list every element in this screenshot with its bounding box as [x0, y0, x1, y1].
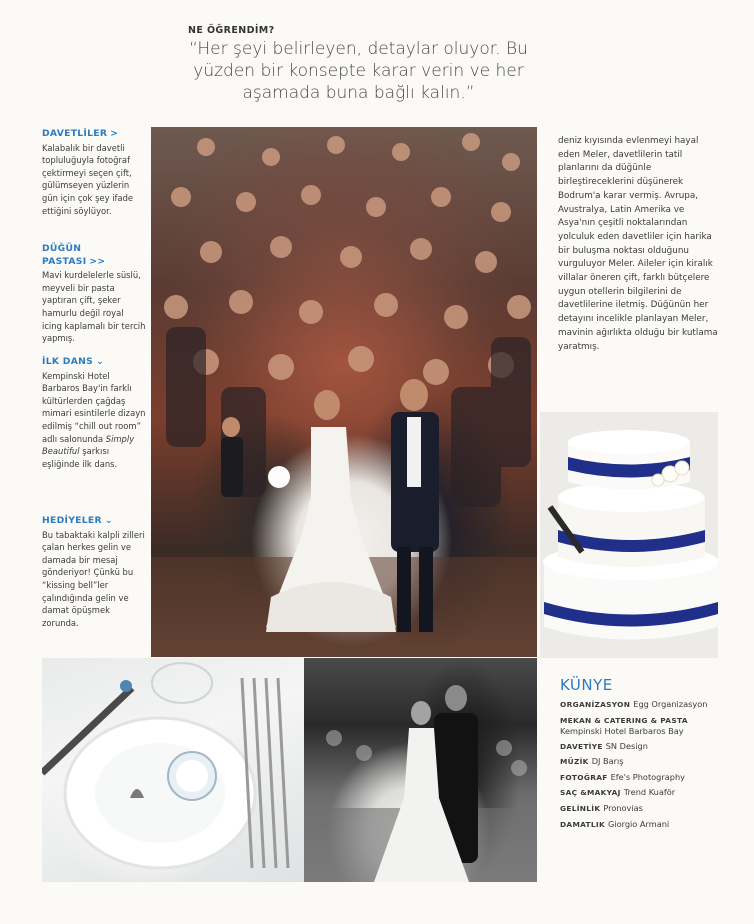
- credit-value: SN Design: [605, 740, 648, 751]
- pull-quote: “Her şeyi belirleyen, detaylar oluyor. Bu yüzden bir konsepte karar verin ve her aşamada buna bağlı kalın.”: [189, 39, 528, 103]
- credit-value: Trend Kuaför: [623, 787, 676, 798]
- first-dance-photo: [304, 658, 537, 882]
- credits-list: [560, 697, 740, 832]
- credit-value: Pronovias: [603, 802, 643, 813]
- quote-kicker: NE ÖĞRENDİM?: [188, 25, 275, 36]
- credit-value: DJ Barış: [591, 756, 624, 767]
- credit-key: DAMATLIK: [560, 819, 605, 829]
- sidebar-section-gifts: [42, 515, 146, 629]
- section-heading: İLK DANS ⌄: [42, 356, 105, 367]
- section-text: Bu tabaktaki kalpli zilleri çalan herkes gelin ve damada bir mesaj gönderiyor! Çünkü bu “kissing bell”ler çalındığında gelin ve damat öpüşmek zorunda.: [42, 529, 145, 628]
- song-title: Simply Beautiful: [42, 433, 135, 457]
- group-photo: [151, 127, 537, 657]
- table-setting-photo: [42, 658, 304, 882]
- credit-key: ORGANİZASYON: [560, 700, 631, 709]
- credit-row: [560, 739, 740, 755]
- credit-key: MEKAN & CATERING & PASTA: [560, 715, 688, 725]
- sidebar-section-cake: [42, 243, 146, 345]
- credit-row: [560, 817, 740, 833]
- section-heading: HEDİYELER ⌄: [42, 515, 113, 526]
- credit-row: [560, 801, 740, 817]
- credit-key: GELİNLİK: [560, 803, 601, 813]
- credit-key: MÜZİK: [560, 757, 589, 767]
- credit-row: [560, 770, 740, 786]
- section-text: Kempinski Hotel Barbaros Bay'in farklı kültürlerden çağdaş mimari esintilerle dizayn edilmiş “chill out room” adlı salonunda Simply Beautiful şarkısı eşliğinde ilk dans.: [42, 370, 146, 469]
- sidebar-section-first-dance: [42, 356, 146, 470]
- credit-key: SAÇ &MAKYAJ: [560, 788, 621, 798]
- chevron-down-icon: ⌄: [96, 356, 105, 367]
- credits-title: KÜNYE: [560, 676, 613, 694]
- chevron-right-icon: >: [110, 128, 119, 139]
- cake-photo: [540, 412, 718, 658]
- credit-value: Giorgio Armani: [607, 818, 670, 829]
- section-heading: DAVETLİLER >: [42, 128, 119, 139]
- credit-row: [560, 785, 740, 801]
- section-heading: DÜĞÜN PASTASI >>: [42, 243, 106, 267]
- chevron-down-icon: ⌄: [104, 515, 113, 526]
- credit-value: Kempinski Hotel Barbaros Bay: [560, 726, 684, 737]
- section-text: Mavi kurdelelerle süslü, meyveli bir pasta yaptıran çift, şeker hamurlu değil royal icing kaplamalı bir tercih yapmış.: [42, 270, 146, 344]
- credit-row: [560, 754, 740, 770]
- credit-row: [560, 697, 740, 713]
- double-chevron-right-icon: >>: [89, 255, 106, 267]
- section-text: Kalabalık bir davetli topluluğuyla fotoğraf çektirmeyi seçen çift, gülümseyen yüzlerin gün için çok şey ifade ettiğini söylüyor.: [42, 142, 134, 216]
- body-text: deniz kıyısında evlenmeyi hayal eden Meler, davetlilerin tatil planlarını da düğünle birleştireceklerini düşünerek Bodrum'a karar vermiş. Avrupa, Avustralya, Latin Amerika ve Asya'nın çeşitli noktalarından yolculuk eden davetliler için harika bir buluşma noktası olduğunu vurguluyor Meler. Aileler için kiralık villalar öneren çift, farklı bütçelere uygun otellerin bilgilerini de davetlilerine iletmiş. Düğünün her detayını incelikle planlayan Meler, mavinin ağırlıkta olduğu bir kutlama yaratmış.: [558, 136, 718, 352]
- credit-value: Egg Organizasyon: [633, 699, 708, 709]
- credit-key: DAVETİYE: [560, 741, 603, 751]
- credit-row: [560, 715, 740, 737]
- credit-key: FOTOĞRAF: [560, 772, 608, 782]
- sidebar-section-guests: [42, 128, 146, 217]
- credit-value: Efe's Photography: [610, 771, 685, 782]
